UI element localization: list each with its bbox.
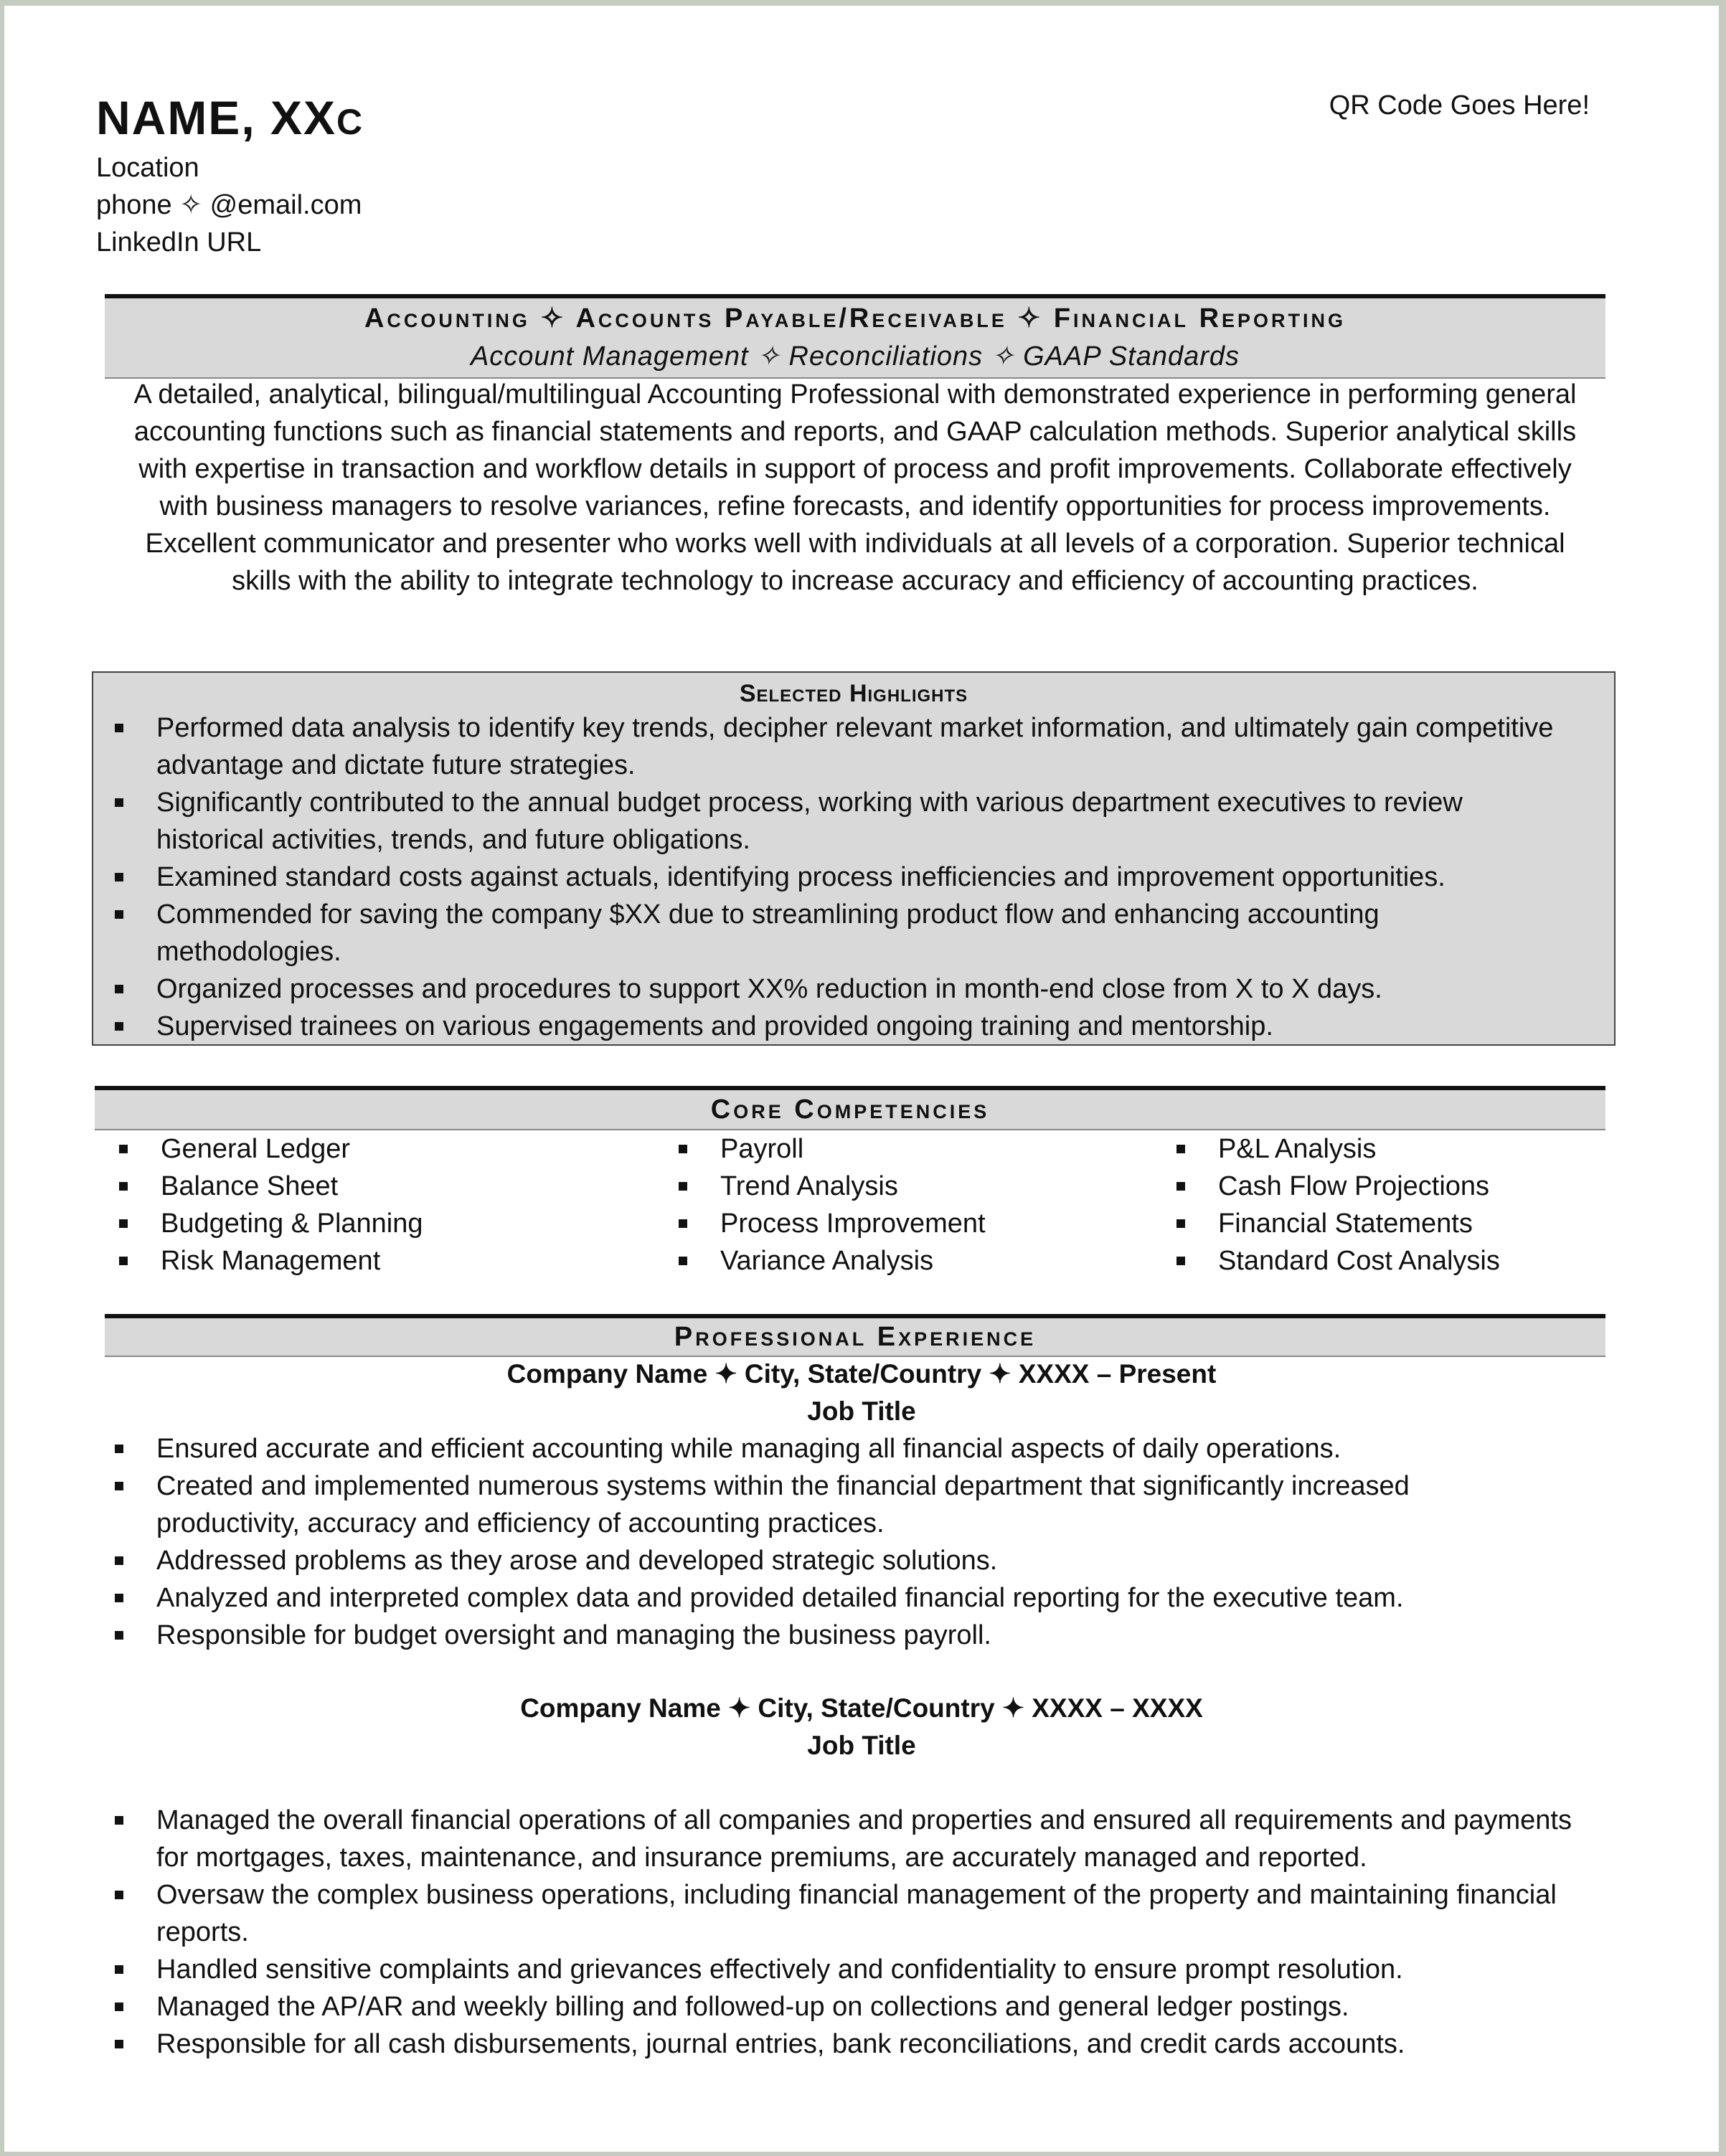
list-item: Performed data analysis to identify key trends, decipher relevant market information, and ultimately gain competitive advantage and dictate future strategies. bbox=[93, 709, 1571, 784]
competencies-column-3 bbox=[1155, 1130, 1657, 1280]
list-item: General Ledger bbox=[98, 1130, 600, 1168]
job-2-title: Job Title bbox=[807, 1731, 916, 1760]
tagline-keywords: Accounting ✧ Accounts Payable/Receivable ✧ Financial Reporting bbox=[364, 303, 1347, 334]
list-item: Handled sensitive complaints and grievances effectively and confidentiality to ensure prompt resolution. bbox=[93, 1951, 1643, 1988]
job-2-bullets bbox=[93, 1802, 1643, 2063]
list-item: Process Improvement bbox=[657, 1205, 1159, 1242]
list-item: Supervised trainees on various engagements and provided ongoing training and mentorship. bbox=[93, 1008, 1571, 1045]
experience-title: Professional Experience bbox=[105, 1314, 1605, 1357]
list-item: Oversaw the complex business operations, including financial management of the property and maintaining financial reports. bbox=[93, 1876, 1643, 1951]
highlights-box bbox=[92, 671, 1616, 1046]
professional-summary: A detailed, analytical, bilingual/multilingual Accounting Professional with demonstrated experience in performing general accounting functions such as financial statements and reports, and GAAP calculation methods. Superior analytical skills with expertise in transaction and workflow details in support of process and profit improvements. Collaborate effectively with business managers to resolve variances, refine forecasts, and identify opportunities for process improvements. Excellent communicator and presenter who works well with individuals at all levels of a corporation. Superior technical skills with the ability to integrate technology to increase accuracy and efficiency of accounting practices. bbox=[133, 379, 1577, 596]
list-item: Standard Cost Analysis bbox=[1155, 1242, 1657, 1280]
candidate-name bbox=[96, 90, 364, 145]
linkedin-url: LinkedIn URL bbox=[96, 227, 262, 257]
list-item: Created and implemented numerous systems within the financial department that significantly increased productivity, accuracy and efficiency of accounting practices. bbox=[93, 1467, 1643, 1542]
list-item: P&L Analysis bbox=[1155, 1130, 1657, 1168]
competencies-title: Core Competencies bbox=[95, 1086, 1605, 1130]
list-item: Ensured accurate and efficient accounting while managing all financial aspects of daily operations. bbox=[93, 1430, 1643, 1467]
list-item: Significantly contributed to the annual budget process, working with various department executives to review historical activities, trends, and future obligations. bbox=[93, 784, 1571, 859]
list-item: Analyzed and interpreted complex data and provided detailed financial reporting for the executive team. bbox=[93, 1579, 1643, 1617]
name-text: NAME, XX bbox=[96, 91, 337, 144]
competencies-column-1 bbox=[98, 1130, 600, 1280]
competencies-column-2 bbox=[657, 1130, 1159, 1280]
highlights-title: Selected Highlights bbox=[739, 680, 968, 707]
list-item: Balance Sheet bbox=[98, 1168, 600, 1205]
job-1-header: Company Name ✦ City, State/Country ✦ XXXX – Present bbox=[506, 1359, 1217, 1389]
tagline-skills: Account Management ✧ Reconciliations ✧ GAAP Standards bbox=[470, 341, 1240, 372]
list-item: Variance Analysis bbox=[657, 1242, 1159, 1280]
job-2-header: Company Name ✦ City, State/Country ✦ XXXX – XXXX bbox=[520, 1693, 1203, 1723]
resume-page bbox=[4, 6, 1719, 2152]
list-item: Payroll bbox=[657, 1130, 1159, 1168]
list-item: Commended for saving the company $XX due to streamlining product flow and enhancing accounting methodologies. bbox=[93, 896, 1571, 970]
tagline-band bbox=[105, 294, 1605, 379]
list-item: Responsible for budget oversight and managing the business payroll. bbox=[93, 1617, 1643, 1654]
list-item: Cash Flow Projections bbox=[1155, 1168, 1657, 1205]
list-item: Responsible for all cash disbursements, journal entries, bank reconciliations, and credit cards accounts. bbox=[93, 2025, 1643, 2063]
list-item: Organized processes and procedures to support XX% reduction in month-end close from X to X days. bbox=[93, 970, 1571, 1008]
list-item: Financial Statements bbox=[1155, 1205, 1657, 1242]
list-item: Managed the AP/AR and weekly billing and followed-up on collections and general ledger postings. bbox=[93, 1988, 1643, 2025]
highlights-list bbox=[93, 709, 1614, 1045]
list-item: Managed the overall financial operations of all companies and properties and ensured all requirements and payments for mortgages, taxes, maintenance, and insurance premiums, are accurately managed and reported. bbox=[93, 1802, 1643, 1876]
job-1-title: Job Title bbox=[807, 1396, 916, 1426]
list-item: Addressed problems as they arose and developed strategic solutions. bbox=[93, 1542, 1643, 1579]
location: Location bbox=[96, 153, 199, 183]
list-item: Risk Management bbox=[98, 1242, 600, 1280]
job-1-bullets bbox=[93, 1430, 1643, 1654]
list-item: Trend Analysis bbox=[657, 1168, 1159, 1205]
list-item: Examined standard costs against actuals, identifying process inefficiencies and improvement opportunities. bbox=[93, 859, 1571, 896]
phone-email: phone ✧ @email.com bbox=[96, 190, 362, 220]
qr-placeholder: QR Code Goes Here! bbox=[1329, 90, 1590, 120]
list-item: Budgeting & Planning bbox=[98, 1205, 600, 1242]
name-suffix: C bbox=[336, 102, 364, 142]
